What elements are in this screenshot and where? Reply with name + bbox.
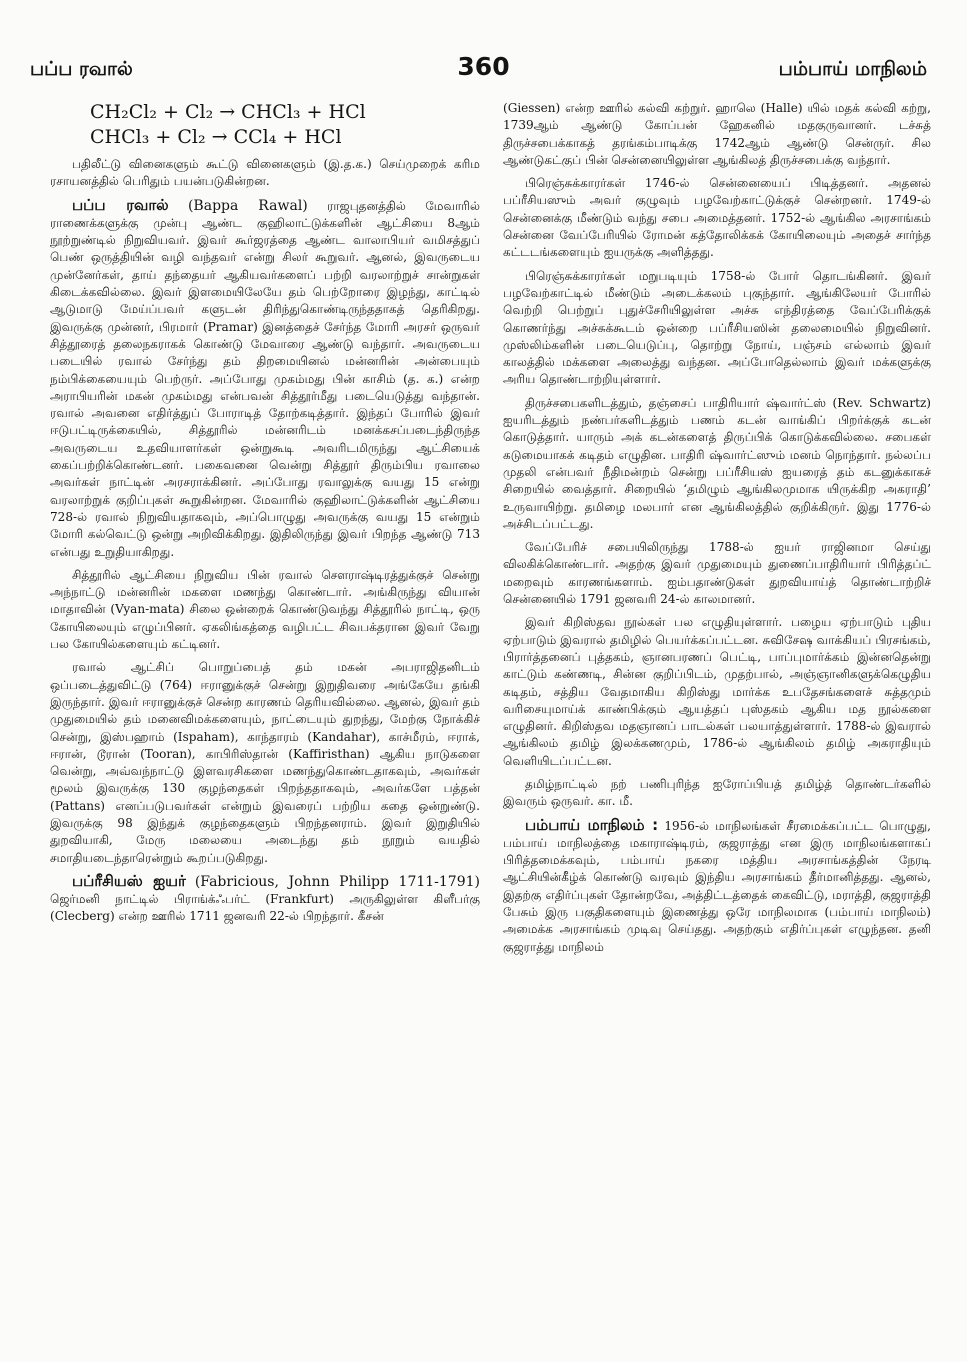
chemical-equation-1: CH₂Cl₂ + Cl₂ → CHCl₃ + HCl <box>90 101 366 123</box>
body-paragraph: இவர் கிறிஸ்தவ நூல்கள் பல எழுதியுள்ளார். பழைய ஏற்பாடும் புதிய ஏற்பாடும் இவரால் தமிழில் பெயர்க்கப்பட்டன. சுவிசேஷ வாக்கியப் பிரசங்கம், பிரார்த்தனைப் புத்தகம், ஞானபரணப் பெட்டி, பாப்புமார்க்கம் இன்னதென்று காட்டும் கண்ணடி, சின்ன குறிப்பிடம், முதற்பால், அஞ்ஞானிகளுக்கெழுதிய கடிதம், சத்திய வேதமாகிய கிறிஸ்து மார்க்க உபதேசங்களைச் சுத்தமும் வரிசையுமாய்க் காண்பிக்கும் ஆயத்தப் புஸ்தகம் ஆகிய மத நூல்களை எழுதினர். கிறிஸ்தவ மதஞானப் பாடல்கள் பலயாத்துள்ளார். 1788-ல் இவரால் ஆங்கிலம் தமிழ் இலக்கணமும், 1786-ல் ஆங்கிலம் தமிழ் அகராதியும் வெளியிடப்பட்டன. <box>503 615 931 768</box>
body-paragraph <box>503 776 931 811</box>
body-paragraph: (Giessen) என்ற ஊரில் கல்வி கற்றுர். ஹாலெ (Halle) யில் மதக் கல்வி கற்று, 1739ஆம் ஆண்டு கோப்பன் ஹேகனில் மதகுருவானர். டச்சுத் திருச்சபைக்காகத் தரங்கம்பாடிக்கு 1742ஆம் ஆண்டு சென்ருர். சில ஆண்டுகட்குப் பின் சென்னையிலுள்ள ஆங்கிலத் திருச்சபைக்கு வந்தார். <box>503 101 931 167</box>
body-paragraph: சித்தூரில் ஆட்சியை நிறுவிய பின் ரவால் சௌராஷ்டிரத்துக்குச் சென்று அந்நாட்டு மன்னரின் மகளை மணந்து கொண்டார். அங்கிருந்து வியான் மாதாவின் (Vyan-mata) சிலை ஒன்றைக் கொண்டுவந்து சித்தூரில் நாட்டி, ஒரு கோயிலையும் எழுப்பினர். ஏகலிங்கத்தை வழிபட்ட சிவபக்தரான இவர் வேறு பல கோயில்களையும் கட்டினர். <box>50 567 480 652</box>
entry-latin-fabricius: (Fabricious, Johnn Philipp 1711-1791) <box>194 873 480 890</box>
entry-text: ஜெர்மனி நாட்டில் பிராங்க்ஃபர்ட் (Frankfurt) அருகிலுள்ள கிளீபர்கு (Clecberg) என்ற ஊரில் 1711 ஜனவரி 22-ல் பிறந்தார். கீசன் <box>50 892 480 924</box>
body-paragraph: திருச்சபைகளிடத்தும், தஞ்சைப் பாதிரியார் ஷ்வார்ட்ஸ் (Rev. Schwartz) ஐயரிடத்தும் நண்பர்களிடத்தும் பணம் கடன் வாங்கிப் பிறர்க்குக் கடன் கொடுத்தார். யாரும் அக் கடன்களைத் திருப்பிக் கொடுக்கவில்லை. சபைகள் கடுமையாகக் கடிதம் எழுதின. பாதிரி ஷ்வார்ட்ஸும் மனம் நொந்தார். நல்லப்ப முதலி என்பவர் நீதிமன்றம் சென்று பப்ரீசியஸ் ஐயரைத் தம் கடனுக்காகச் சிறையில் வைத்தார். சிறையில் ‘தமிழும் ஆங்கிலமுமாக யிருக்கிற அகராதி’ உருவாயிற்று. தமிழை மலபார் என ஆங்கிலத்தில் குறிக்கிருர். இது 1776-ல் அச்சிடப்பட்டது. <box>503 395 931 531</box>
body-paragraph: பிரெஞ்சுக்காரர்கள் மறுபடியும் 1758-ல் போர் தொடங்கினர். இவர் பழவேற்காட்டில் மீண்டும் அடைக்கலம் புகுந்தார். ஆங்கிலேயர் போரில் வெற்றி பெற்றுப் புதுச்சேரியிலுள்ள அச்சு எந்திரத்தை வேப்பேரிக்குக் கொணர்ந்து அச்சுக்கூடம் ஒன்றை பப்ரீசியஸின் தலைமையில் நிறுவினர். முஸ்லிம்களின் படையெடுப்பு, தொற்று நோய், பஞ்சம் எல்லாம் இவர் காலத்தில் மக்களை அலைத்து வந்தன. அப்போதெல்லாம் இவர் மக்களுக்கு அரிய தொண்டாற்றியுள்ளார். <box>503 268 931 387</box>
left-column <box>50 100 480 1345</box>
chemical-equation-2: CHCl₃ + Cl₂ → CCl₄ + HCl <box>90 126 342 148</box>
entry-text: ராஜபுதனத்தில் மேவாரில் ராணைக்களுக்கு முன்பு ஆண்ட குஹிலாட்டுக்களின் ஆட்சியை 8ஆம் நூற்றுண்டில் நிறுவியவர். இவர் கூர்ஜரத்தை ஆண்ட வாலாபியர் வமிசத்துப் பெண் ஒருத்தியின் வழி வந்தவர் என்று சிலர் கூறுவர். ஆனல், இவருடைய முன்னேர்கள், தாய் தந்தையர் ஆகியவர்களைப் பற்றி வரலாற்றுச் சான்றுகள் கிடைக்கவில்லை. இவர் இளமையிலேயே தம் பெற்றோரை இழந்து, காட்டில் ஆடுமாடு மேய்ப்பவர் களுடன் திரிந்துகொண்டிருந்ததாகத் தெரிகிறது. இவருக்கு முன்னர், பிரமார் (Pramar) இனத்தைச் சேர்ந்த மோரி அரசர் ஒருவர் சித்தூரைத் தலைநகராகக் கொண்டு மேவாரை ஆண்டு வந்தார். அவருடைய படையில் ரவால் சேர்ந்து தம் திறமையினல் மன்னரின் அன்பையும் நம்பிக்கையையும் பெற்ருர். அப்போது முகம்மது பின் காசிம் (த. க.) என்ற அராபியரின் மகன் முகம்மது என்பவன் சித்தூர்மீது படையெடுத்து வந்தான். ரவால் அவனை எதிர்த்துப் போராடித் தோற்கடித்தார். இந்தப் போரில் இவர் ஈடுபட்டிருக்கையில், சித்தூரில் மன்னரிடம் மனக்கசப்படைந்திருந்த அவருடைய உதவியாளர்கள் ஒன்றுகூடி அவரிடமிருந்து ஆட்சியைக் கைப்பற்றிக்கொண்டனர். பகைவனை வென்று சித்தூர் திரும்பிய ரவாலை அவர்கள் நாட்டின் அரசராக்கினர். அப்போது ரவாலுக்கு வயது 15 என்று வரலாற்றுக் குறிப்புகள் கூறுகின்றன. மேவாரில் குஹிலாட்டுக்களின் ஆட்சியை 728-ல் ரவால் நிறுவியதாகவும், அப்பொழுது அவருக்கு வயது 15 என்றும் மோரி கல்வெட்டு ஒன்று அறிவிக்கிறது. இதிலிருந்து இவர் பிறந்த ஆண்டு 713 என்பது உறுதியாகிறது. <box>50 198 480 559</box>
right-running-head: பம்பாய் மாநிலம் <box>778 58 927 80</box>
entry-heading-fabricius: பப்ரீசியஸ் ஐயர் <box>72 871 186 890</box>
left-running-head: பப்ப ரவால் <box>30 58 133 80</box>
fabricius-entry <box>50 873 480 926</box>
bombay-state-entry <box>503 817 931 956</box>
entry-latin-bappa-rawal: (Bappa Rawal) <box>187 197 308 214</box>
body-paragraph: வேப்பேரிச் சபையிலிருந்து 1788-ல் ஐயர் ராஜினமா செய்து விலகிக்கொண்டார். அதற்கு இவர் முதுமையும் துணைப்பாதிரியார் பிரித்தப்ட் மறைவும் காரணங்களாம். ஐம்பதாண்டுகள் துறவியாய்த் தொண்டாற்றிச் சென்னையில் 1791 ஜனவரி 24-ல் காலமானர். <box>503 540 931 607</box>
page-header <box>0 52 967 92</box>
page-number: 360 <box>457 52 510 81</box>
closing-sentence: தமிழ்நாட்டில் நற் பணிபுரிந்த ஐரோப்பியத் தமிழ்த் தொண்டர்களில் இவரும் ஒருவர். <box>503 776 931 809</box>
body-paragraph: ரவால் ஆட்சிப் பொறுப்பைத் தம் மகன் அபராஜிதனிடம் ஒப்படைத்துவிட்டு (764) ஈரானுக்குச் சென்று இறுதிவரை அங்கேயே தங்கி இருந்தார். இவர் ஈரானுக்குச் சென்ற காரணம் தெரியவில்லை. ஆனல், இவர் தம் முதுமையில் தம் மனைவிமக்களையும், நாட்டையும் துறந்து, மேற்கு நோக்கிச் சென்று, இஸ்பஹாம் (Ispaham), காந்தாரம் (Kandahar), காச்மீரம், ஈராக், ஈரான், டூரான் (Tooran), காபிரிஸ்தான் (Kaffiristhan) ஆகிய நாடுகளை வென்று, அவ்வந்நாட்டு இளவரசிகளை மணந்துகொண்டதாகவும், அவர்கள் மூலம் இவருக்கு 130 குழந்தைகள் பிறந்ததாகவும், அவர்களே பத்தன் (Pattans) எனப்படுபவர்கள் என்றும் இவரைப் பற்றிய கதை ஒன்றுண்டு. இவருக்கு 98 இந்துக் குழந்தைகளும் பிறந்தனராம். இவர் இறுதியில் துறவியாகி, மேரு மலையை அடைந்து தம் நூறும் வயதில் சமாதியடைந்தாரென்றும் கூறப்படுகிறது. <box>50 660 480 865</box>
entry-heading-bombay-state: பம்பாய் மாநிலம் : <box>525 815 659 834</box>
intro-paragraph: பதிலீட்டு வினைகளும் கூட்டு வினைகளும் (இ.த.க.) செய்முறைக் கரிம ரசாயனத்தில் பெரிதும் பயன்படுகின்றன. <box>50 157 480 189</box>
bappa-rawal-entry <box>50 197 480 561</box>
entry-heading-bappa-rawal: பப்ப ரவால் <box>72 195 169 214</box>
entry-text: 1956-ல் மாநிலங்கள் சீரமைக்கப்பட்ட பொழுது, பம்பாய் மாநிலத்தை மகாராஷ்டிரம், குஜராத்து என இரு மாநிலங்களாகப் பிரித்தமைக்கவும், பம்பாய் நகரை மத்திய அரசாங்கத்தின் நேரடி ஆட்சியின்கீழ்க் கொண்டு வரவும் இந்திய அரசாங்கம் தீர்மானித்தது. ஆனல், இதற்கு எதிர்ப்புகள் தோன்றவே, அத்திட்டத்தைக் கைவிட்டு, மராத்தி, குஜராத்தி பேசும் இரு பகுதிகளையும் இணைத்து ஒரே மாநிலமாக (பம்பாய் மாநிலம்) அமைக்க அரசாங்கம் முடிவு செய்தது. அதற்கும் எதிர்ப்புகள் எழுந்தன. தனி குஜராத்து மாநிலம் <box>503 818 931 954</box>
right-column <box>503 100 931 1345</box>
author-signature: கா. மீ. <box>597 794 633 809</box>
body-paragraph: பிரெஞ்சுக்காரர்கள் 1746-ல் சென்னையைப் பிடித்தனர். அதனல் பப்ரீசியஸும் அவர் குழுவும் பழவேற்காட்டுக்குச் சென்றனர். 1749-ல் சென்னைக்கு மீண்டும் வந்து சபை அமைத்தனர். 1752-ல் ஆங்கில அரசாங்கம் சென்னை வேப்பேரியில் ரோமன் கத்தோலிக்கக் கோயிலையும் அதைச் சார்ந்த கட்டடங்களையும் ஐயருக்கு அளித்தது. <box>503 176 931 260</box>
